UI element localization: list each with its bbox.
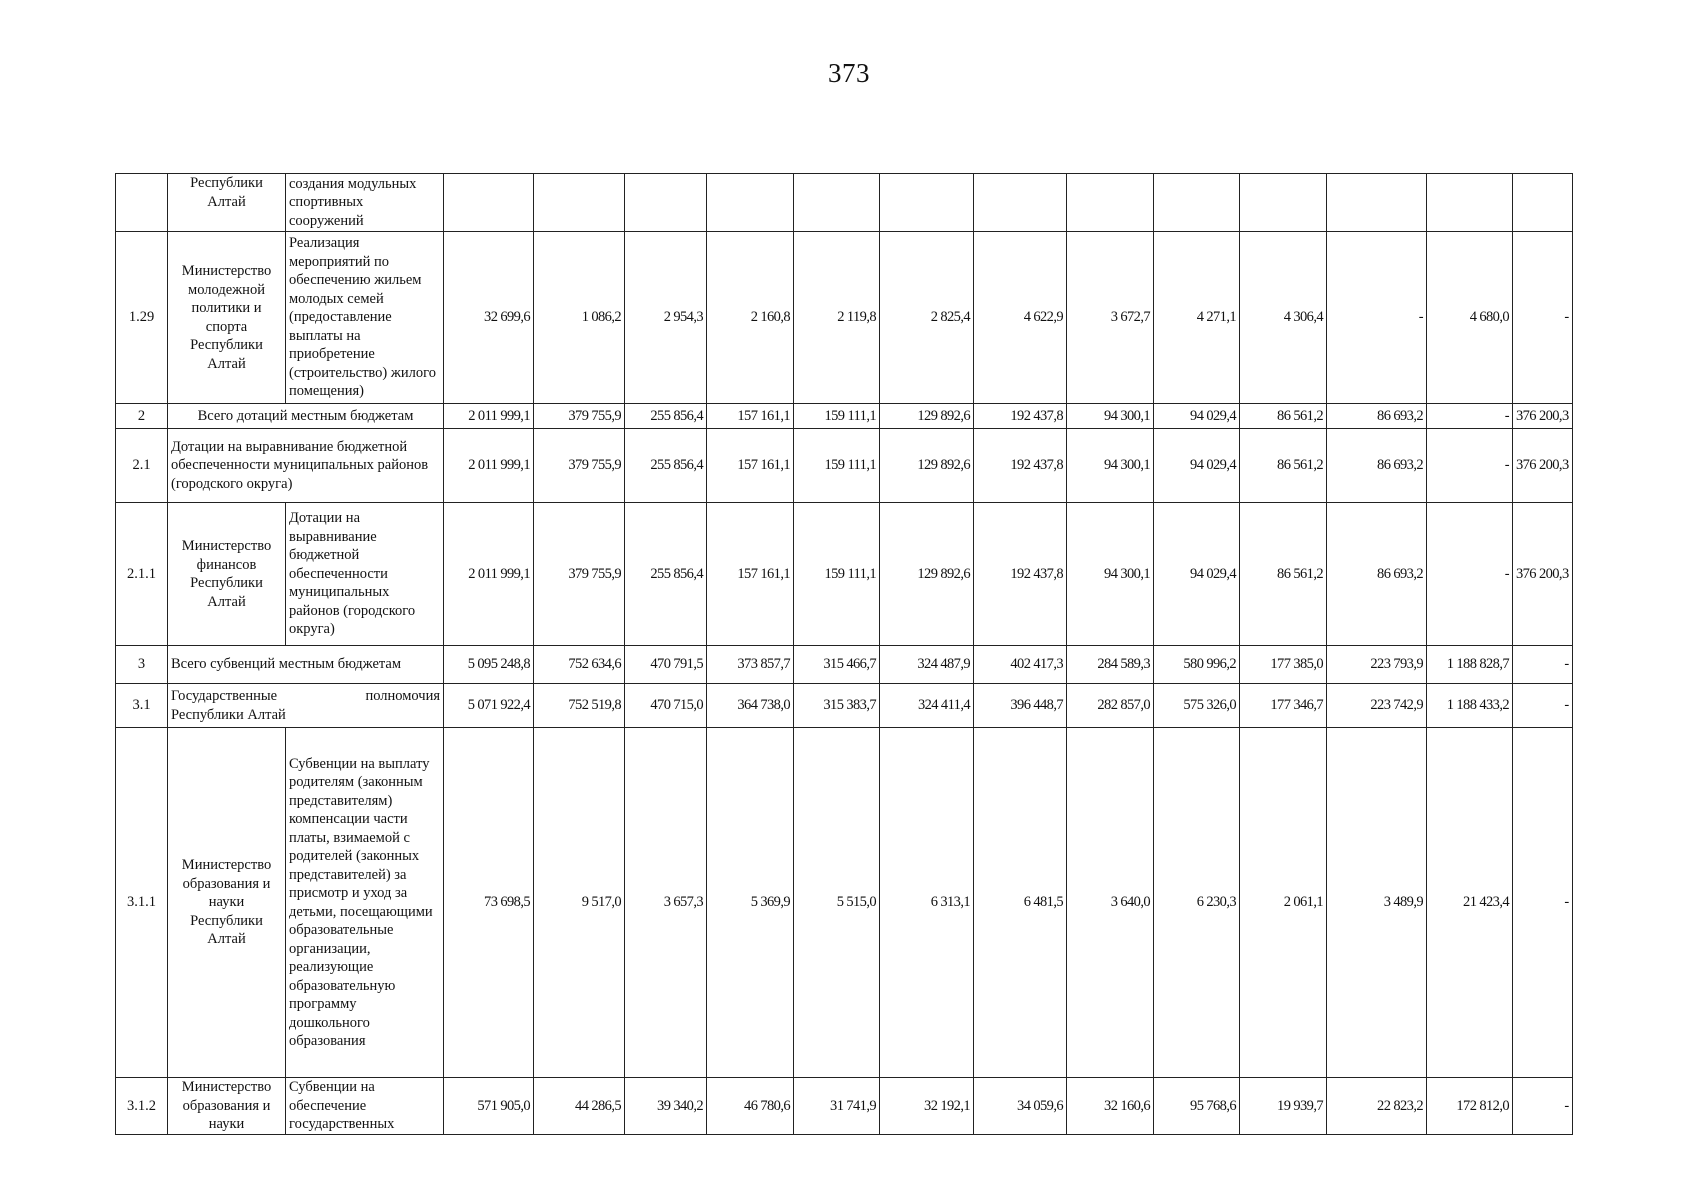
value-cell: 376 200,3: [1513, 404, 1573, 429]
description-cell: Субвенции на обеспечение государственных: [286, 1078, 444, 1135]
value-cell: 19 939,7: [1240, 1078, 1327, 1135]
value-cell: 379 755,9: [534, 404, 625, 429]
value-cell: 1 188 828,7: [1427, 646, 1513, 684]
value-cell: 22 823,2: [1327, 1078, 1427, 1135]
value-cell: 752 634,6: [534, 646, 625, 684]
row-index: 3.1: [116, 684, 168, 728]
value-cell: [1240, 174, 1327, 232]
value-cell: 580 996,2: [1154, 646, 1240, 684]
value-cell: 86 561,2: [1240, 503, 1327, 646]
organization-cell: Министерство образования и науки: [168, 1078, 286, 1135]
table-row: [116, 503, 1573, 646]
value-cell: 2 011 999,1: [444, 429, 534, 503]
value-cell: 177 385,0: [1240, 646, 1327, 684]
value-cell: 255 856,4: [625, 404, 707, 429]
value-cell: 396 448,7: [974, 684, 1067, 728]
value-cell: 157 161,1: [707, 429, 794, 503]
value-cell: 31 741,9: [794, 1078, 880, 1135]
row-index: 1.29: [116, 232, 168, 404]
page-number: 373: [828, 58, 870, 88]
value-cell: 4 622,9: [974, 232, 1067, 404]
value-cell: 159 111,1: [794, 429, 880, 503]
value-cell: 255 856,4: [625, 503, 707, 646]
value-cell: 2 160,8: [707, 232, 794, 404]
value-cell: [974, 174, 1067, 232]
value-cell: -: [1513, 232, 1573, 404]
value-cell: 5 515,0: [794, 728, 880, 1078]
value-cell: 282 857,0: [1067, 684, 1154, 728]
value-cell: 1 086,2: [534, 232, 625, 404]
value-cell: 32 192,1: [880, 1078, 974, 1135]
table-row: [116, 646, 1573, 684]
budget-table: [115, 173, 1573, 1135]
value-cell: 2 954,3: [625, 232, 707, 404]
description-cell: Реализация мероприятий по обеспечению жильем молодых семей (предоставление выплаты на приобретение (строительство) жилого помещения): [286, 232, 444, 404]
row-index: 3: [116, 646, 168, 684]
value-cell: 86 693,2: [1327, 503, 1427, 646]
value-cell: 94 300,1: [1067, 429, 1154, 503]
section-title-cell: Всего дотаций местным бюджетам: [168, 404, 444, 429]
value-cell: 172 812,0: [1427, 1078, 1513, 1135]
value-cell: 255 856,4: [625, 429, 707, 503]
value-cell: 129 892,6: [880, 404, 974, 429]
value-cell: [1427, 174, 1513, 232]
value-cell: 373 857,7: [707, 646, 794, 684]
value-cell: 46 780,6: [707, 1078, 794, 1135]
row-index: [116, 174, 168, 232]
table-row: [116, 1078, 1573, 1135]
value-cell: 402 417,3: [974, 646, 1067, 684]
organization-cell: Министерство молодежной политики и спорта Республики Алтай: [168, 232, 286, 404]
value-cell: 86 693,2: [1327, 404, 1427, 429]
section-title-word: Государственные: [171, 688, 278, 704]
value-cell: 157 161,1: [707, 404, 794, 429]
value-cell: 6 313,1: [880, 728, 974, 1078]
value-cell: 192 437,8: [974, 429, 1067, 503]
value-cell: 129 892,6: [880, 503, 974, 646]
value-cell: 752 519,8: [534, 684, 625, 728]
value-cell: [625, 174, 707, 232]
organization-cell: Министерство образования и науки Республики Алтай: [168, 728, 286, 1078]
value-cell: 9 517,0: [534, 728, 625, 1078]
row-index: 3.1.1: [116, 728, 168, 1078]
value-cell: 223 742,9: [1327, 684, 1427, 728]
description-cell: создания модульных спортивных сооружений: [286, 174, 444, 232]
value-cell: 94 300,1: [1067, 503, 1154, 646]
value-cell: 379 755,9: [534, 503, 625, 646]
row-index: 2: [116, 404, 168, 429]
value-cell: 21 423,4: [1427, 728, 1513, 1078]
value-cell: 86 561,2: [1240, 404, 1327, 429]
value-cell: 94 300,1: [1067, 404, 1154, 429]
value-cell: -: [1427, 503, 1513, 646]
value-cell: 376 200,3: [1513, 429, 1573, 503]
row-index: 2.1: [116, 429, 168, 503]
value-cell: 315 466,7: [794, 646, 880, 684]
value-cell: 470 715,0: [625, 684, 707, 728]
table-row: [116, 174, 1573, 232]
row-index: 3.1.2: [116, 1078, 168, 1135]
value-cell: [444, 174, 534, 232]
value-cell: [1513, 174, 1573, 232]
value-cell: 364 738,0: [707, 684, 794, 728]
value-cell: 94 029,4: [1154, 503, 1240, 646]
value-cell: 6 481,5: [974, 728, 1067, 1078]
value-cell: 95 768,6: [1154, 1078, 1240, 1135]
value-cell: 86 693,2: [1327, 429, 1427, 503]
value-cell: 94 029,4: [1154, 404, 1240, 429]
value-cell: 159 111,1: [794, 404, 880, 429]
value-cell: 192 437,8: [974, 503, 1067, 646]
value-cell: [880, 174, 974, 232]
value-cell: 4 306,4: [1240, 232, 1327, 404]
table-row: [116, 728, 1573, 1078]
value-cell: -: [1513, 684, 1573, 728]
value-cell: 2 011 999,1: [444, 404, 534, 429]
value-cell: [534, 174, 625, 232]
section-title-cell: Всего субвенций местным бюджетам: [168, 646, 444, 684]
value-cell: 5 071 922,4: [444, 684, 534, 728]
organization-cell: Республики Алтай: [168, 174, 286, 232]
value-cell: 73 698,5: [444, 728, 534, 1078]
value-cell: 470 791,5: [625, 646, 707, 684]
value-cell: [794, 174, 880, 232]
value-cell: 3 640,0: [1067, 728, 1154, 1078]
value-cell: [1067, 174, 1154, 232]
value-cell: [1327, 174, 1427, 232]
value-cell: 2 011 999,1: [444, 503, 534, 646]
value-cell: 94 029,4: [1154, 429, 1240, 503]
section-title-cell: [168, 684, 444, 728]
value-cell: 34 059,6: [974, 1078, 1067, 1135]
value-cell: 376 200,3: [1513, 503, 1573, 646]
value-cell: 575 326,0: [1154, 684, 1240, 728]
value-cell: -: [1427, 404, 1513, 429]
table-row: [116, 404, 1573, 429]
value-cell: 379 755,9: [534, 429, 625, 503]
value-cell: 2 061,1: [1240, 728, 1327, 1078]
value-cell: 315 383,7: [794, 684, 880, 728]
organization-cell: Министерство финансов Республики Алтай: [168, 503, 286, 646]
value-cell: 32 699,6: [444, 232, 534, 404]
value-cell: 5 369,9: [707, 728, 794, 1078]
section-title-word: полномочия: [365, 688, 440, 704]
value-cell: 157 161,1: [707, 503, 794, 646]
value-cell: -: [1513, 646, 1573, 684]
value-cell: 3 672,7: [1067, 232, 1154, 404]
value-cell: 39 340,2: [625, 1078, 707, 1135]
value-cell: 3 489,9: [1327, 728, 1427, 1078]
value-cell: 192 437,8: [974, 404, 1067, 429]
value-cell: 6 230,3: [1154, 728, 1240, 1078]
value-cell: 5 095 248,8: [444, 646, 534, 684]
value-cell: 2 825,4: [880, 232, 974, 404]
value-cell: 571 905,0: [444, 1078, 534, 1135]
value-cell: 44 286,5: [534, 1078, 625, 1135]
value-cell: 324 487,9: [880, 646, 974, 684]
table-row: [116, 232, 1573, 404]
value-cell: -: [1327, 232, 1427, 404]
value-cell: -: [1427, 429, 1513, 503]
description-cell: Дотации на выравнивание бюджетной обеспеченности муниципальных районов (городского округа): [286, 503, 444, 646]
value-cell: [707, 174, 794, 232]
value-cell: 4 271,1: [1154, 232, 1240, 404]
value-cell: 3 657,3: [625, 728, 707, 1078]
value-cell: 129 892,6: [880, 429, 974, 503]
section-title-line: Республики Алтай: [171, 706, 286, 723]
value-cell: 324 411,4: [880, 684, 974, 728]
value-cell: 177 346,7: [1240, 684, 1327, 728]
table-row: [116, 684, 1573, 728]
value-cell: 4 680,0: [1427, 232, 1513, 404]
description-cell: Субвенции на выплату родителям (законным представителям) компенсации части платы, взимаемой с родителей (законных представителей) за присмотр и уход за детьми, посещающими образовательные организации, реализующие образовательную программу дошкольного образования: [286, 728, 444, 1078]
value-cell: 159 111,1: [794, 503, 880, 646]
value-cell: -: [1513, 1078, 1573, 1135]
value-cell: 86 561,2: [1240, 429, 1327, 503]
table-row: [116, 429, 1573, 503]
row-index: 2.1.1: [116, 503, 168, 646]
value-cell: -: [1513, 728, 1573, 1078]
value-cell: 1 188 433,2: [1427, 684, 1513, 728]
section-title-cell: Дотации на выравнивание бюджетной обеспеченности муниципальных районов (городского округа): [168, 429, 444, 503]
value-cell: 284 589,3: [1067, 646, 1154, 684]
value-cell: [1154, 174, 1240, 232]
value-cell: 32 160,6: [1067, 1078, 1154, 1135]
value-cell: 2 119,8: [794, 232, 880, 404]
section-title-line: [171, 687, 440, 706]
value-cell: 223 793,9: [1327, 646, 1427, 684]
